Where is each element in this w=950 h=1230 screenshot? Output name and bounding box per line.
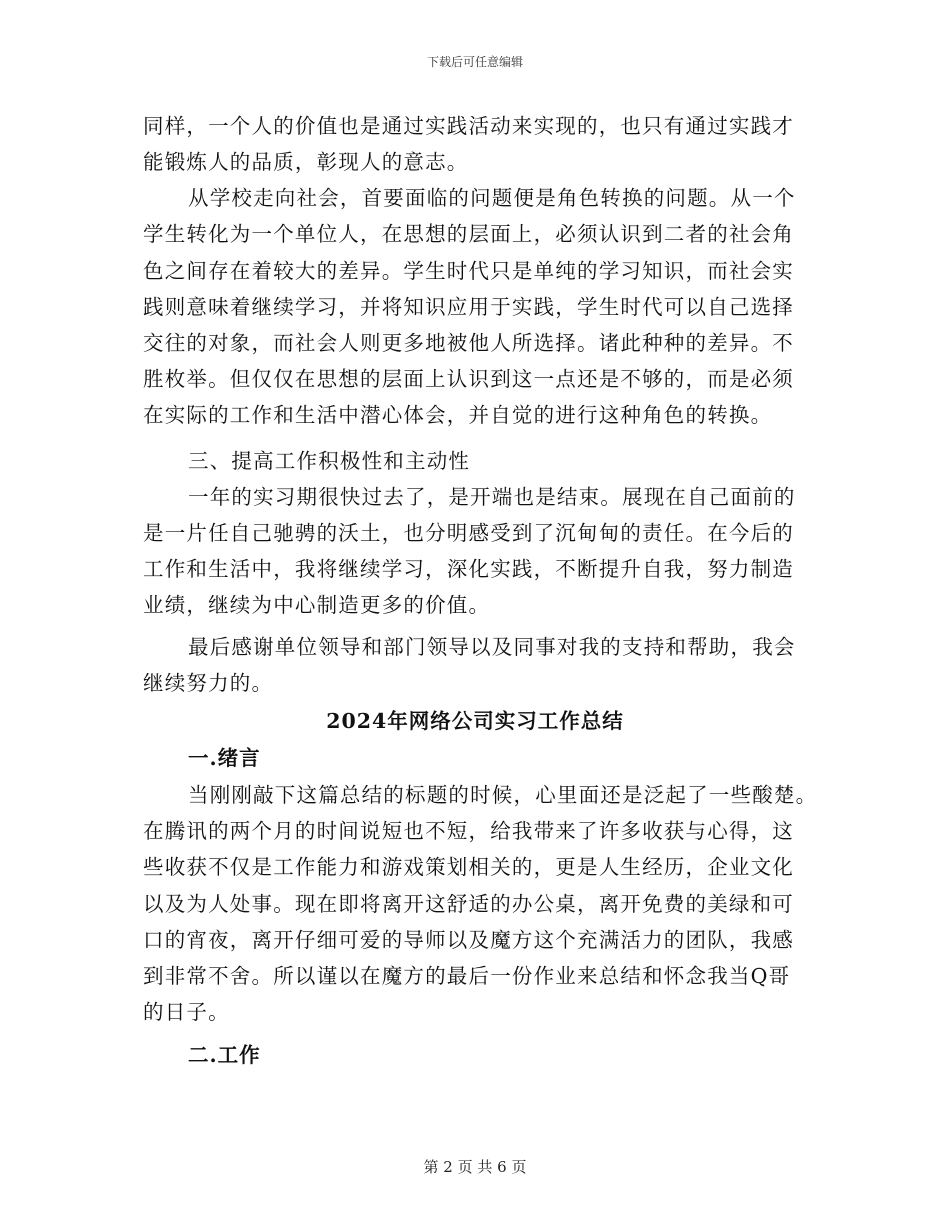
paragraph-line: 业绩，继续为中心制造更多的价值。 — [143, 593, 491, 617]
paragraph-line: 些收获不仅是工作能力和游戏策划相关的，更是人生经历，企业文化 — [143, 855, 794, 879]
paragraph-line: 同样，一个人的价值也是通过实践活动来实现的，也只有通过实践才 — [143, 114, 794, 138]
paragraph-line: 色之间存在着较大的差异。学生时代只是单纯的学习知识，而社会实 — [143, 259, 794, 283]
paragraph-line: 到非常不舍。所以谨以在魔方的最后一份作业来总结和怀念我当Q哥 — [143, 964, 791, 988]
paragraph-line: 是一片任自己驰骋的沃土，也分明感受到了沉甸甸的责任。在今后的 — [143, 521, 794, 545]
paragraph-line: 践则意味着继续学习，并将知识应用于实践，学生时代可以自己选择 — [143, 295, 794, 319]
paragraph-line: 在腾讯的两个月的时间说短也不短，给我带来了许多收获与心得，这 — [143, 819, 794, 843]
page-header: 下载后可任意编辑 — [426, 55, 523, 69]
article-title: 2024年网络公司实习工作总结 — [326, 709, 624, 733]
paragraph-line: 最后感谢单位领导和部门领导以及同事对我的支持和帮助，我会 — [188, 635, 796, 659]
section-heading: 二.工作 — [188, 1043, 261, 1067]
paragraph-line: 口的宵夜，离开仔细可爱的导师以及魔方这个充满活力的团队，我感 — [143, 928, 794, 952]
paragraph-line: 学生转化为一个单位人，在思想的层面上，必须认识到二者的社会角 — [143, 222, 794, 246]
paragraph-line: 一年的实习期很快过去了，是开端也是结束。展现在自己面前的 — [188, 485, 796, 509]
paragraph-line: 继续努力的。 — [143, 671, 274, 695]
paragraph-line: 以及为人处事。现在即将离开这舒适的办公桌，离开免费的美绿和可 — [143, 892, 794, 916]
paragraph-line: 当刚刚敲下这篇总结的标题的时候，心里面还是泛起了一些酸楚。 — [188, 783, 818, 807]
paragraph-line: 在实际的工作和生活中潜心体会，并自觉的进行这种角色的转换。 — [143, 403, 773, 427]
section-subheading: 三、提高工作积极性和主动性 — [188, 449, 471, 473]
paragraph-line: 能锻炼人的品质，彰现人的意志。 — [143, 150, 469, 174]
paragraph-line: 交往的对象，而社会人则更多地被他人所选择。诸此种种的差异。不 — [143, 331, 794, 355]
paragraph-line: 胜枚举。但仅仅在思想的层面上认识到这一点还是不够的，而是必须 — [143, 367, 794, 391]
section-heading: 一.绪言 — [188, 746, 261, 770]
paragraph-line: 的日子。 — [143, 1000, 230, 1024]
page-footer: 第 2 页 共 6 页 — [423, 1158, 527, 1176]
paragraph-line: 从学校走向社会，首要面临的问题便是角色转换的问题。从一个 — [188, 186, 796, 210]
paragraph-line: 工作和生活中，我将继续学习，深化实践，不断提升自我，努力制造 — [143, 557, 794, 581]
